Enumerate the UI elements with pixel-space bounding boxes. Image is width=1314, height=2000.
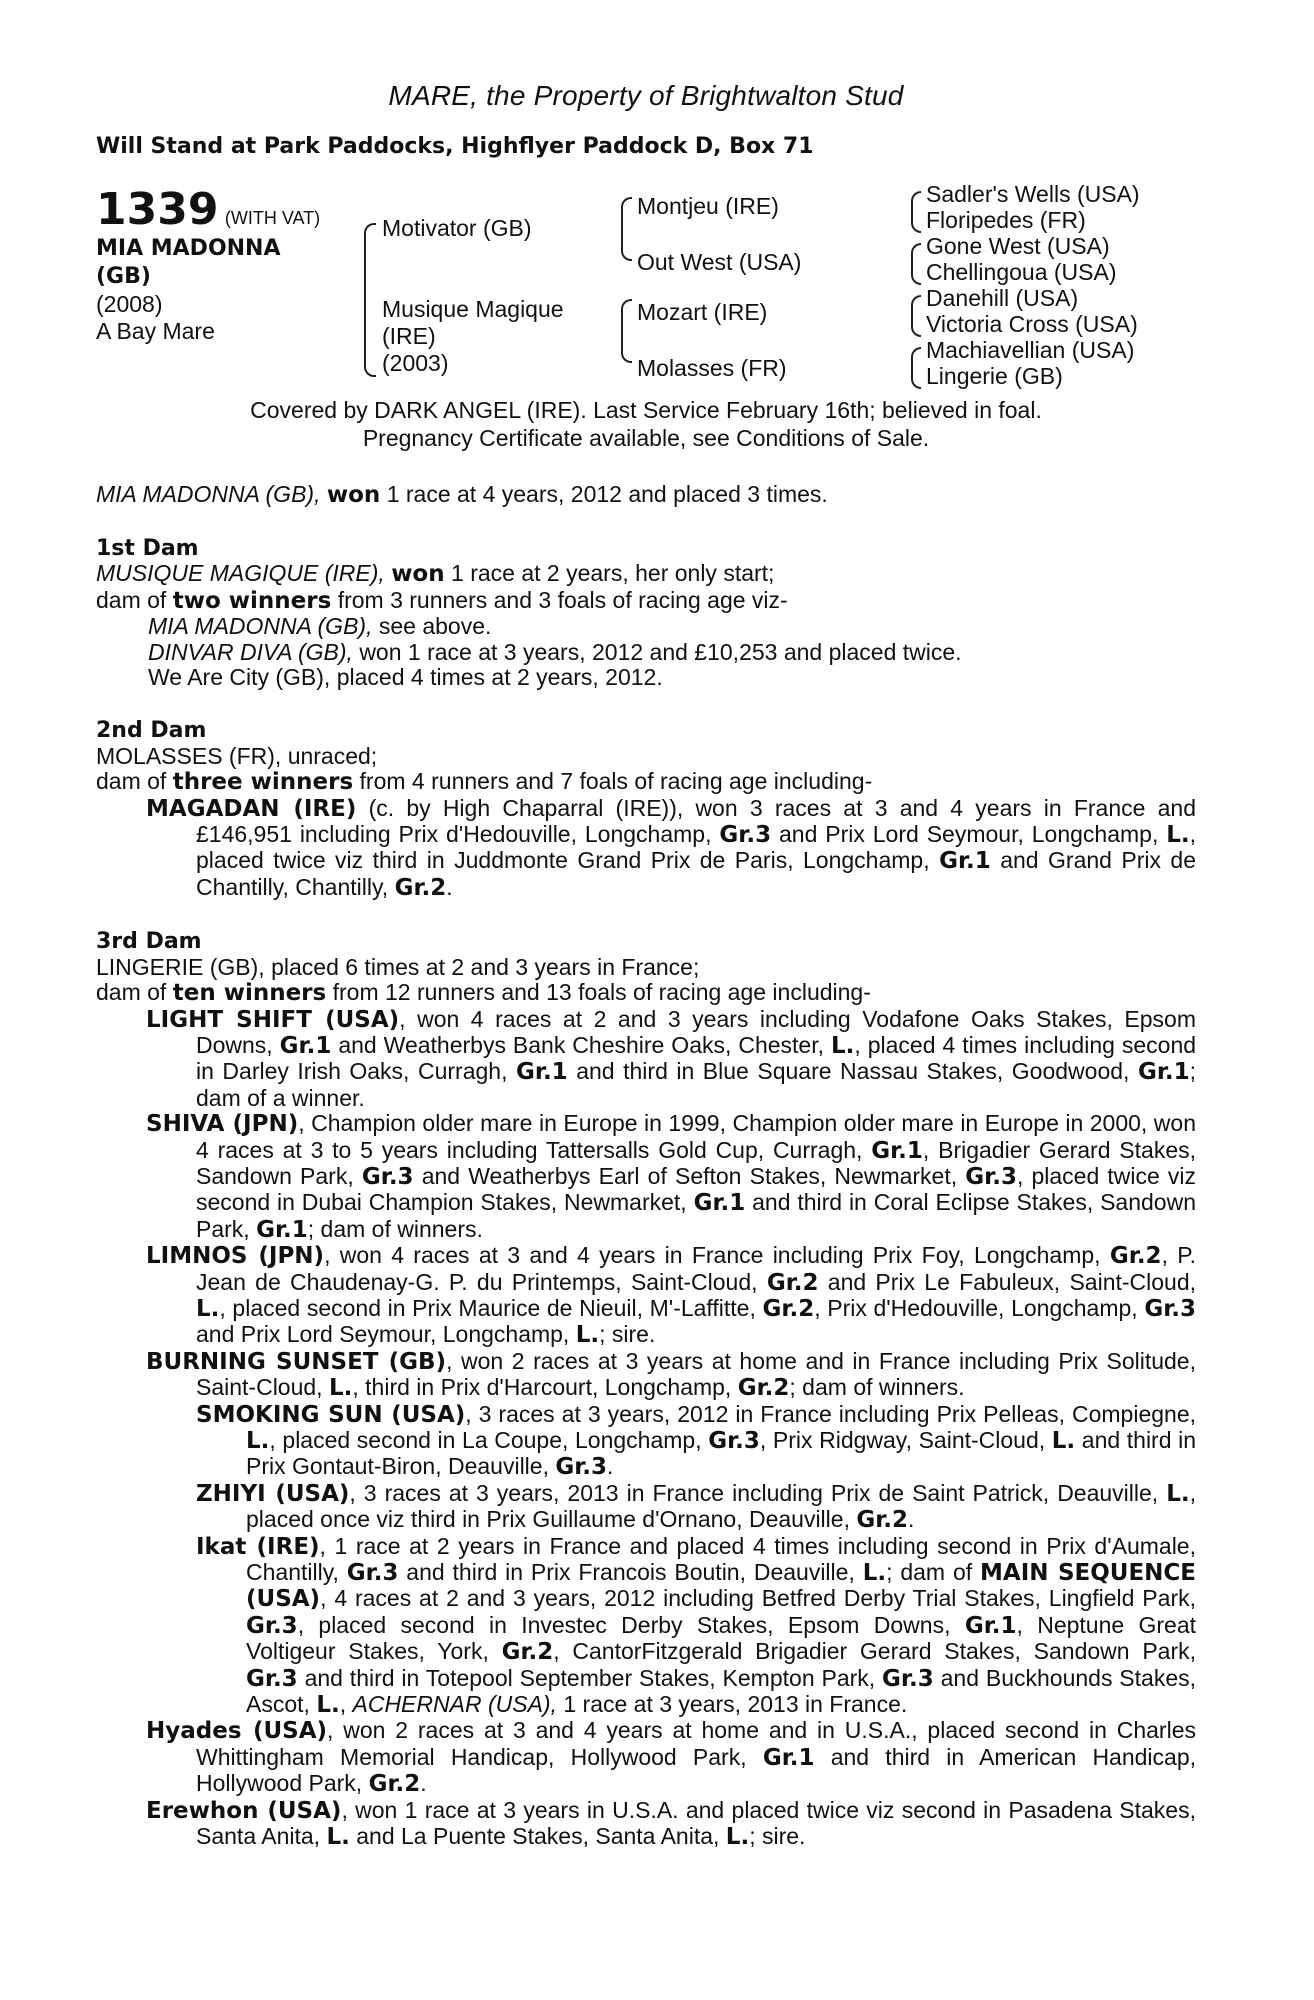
sire-dam: Out West (USA) — [637, 249, 802, 275]
dam-line: MUSIQUE MAGIQUE (IRE), won 1 race at 2 years, her only start; — [96, 560, 775, 588]
dam-year: (2003) — [382, 350, 449, 376]
produce-entry: ZHIYI (USA), 3 races at 3 years, 2013 in France including Prix de Saint Patrick, Deauville, L., placed once viz third in Prix Guillaume d'Ornano, Deauville, Gr.2. — [196, 1479, 1196, 1534]
sire: Motivator (GB) — [382, 215, 532, 241]
lot-info — [96, 184, 356, 345]
horse-description: A Bay Mare — [96, 318, 215, 344]
foaling-year: (2008) — [96, 291, 163, 317]
dam-produce-line: dam of two winners from 3 runners and 3 foals of racing age viz- — [96, 586, 788, 614]
produce-entry: MAGADAN (IRE) (c. by High Chaparral (IRE)), won 3 races at 3 and 4 years in France and £146,951 including Prix d'Hedouville, Longchamp, Gr.3 and Prix Lord Seymour, Longchamp, L., placed twice viz third in Juddmonte Grand Prix de Paris, Longchamp, Gr.1 and Grand Prix de Chantilly, Chantilly, Gr.2. — [146, 794, 1197, 901]
produce-entry: DINVAR DIVA (GB), won 1 race at 3 years, 2012 and £10,253 and placed twice. — [148, 638, 962, 665]
produce-entry: Ikat (IRE), 1 race at 2 years in France and placed 4 times including second in Prix d'Aumale, Chantilly, Gr.3 and third in Prix Francois Boutin, Deauville, L.; dam of MAIN SEQUENCE (USA), 4 races at 2 and 3 years, 2012 including Betfred Derby Trial Stakes, Lingfield Park, Gr.3, placed second in Investec Derby Stakes, Epsom Downs, Gr.1, Neptune Great Voltigeur Stakes, York, Gr.2, CantorFitzgerald Brigadier Gerard Stakes, Sandown Park, Gr.3 and third in Totepool September Stakes, Kempton Park, Gr.3 and Buckhounds Stakes, Ascot, L., ACHERNAR (USA), 1 race at 3 years, 2013 in France. — [196, 1532, 1197, 1719]
dam-line: MOLASSES (FR), unraced; — [96, 742, 378, 769]
pedigree-bracket — [911, 295, 921, 337]
dam-produce-line: dam of ten winners from 12 runners and 13 foals of racing age including- — [96, 979, 871, 1007]
pedigree-bracket — [911, 191, 921, 233]
produce-entry: SMOKING SUN (USA), 3 races at 3 years, 2012 in France including Prix Pelleas, Compiegne, L., placed second in La Coupe, Longchamp, Gr.3, Prix Ridgway, Saint-Cloud, L. and third in Prix Gontaut-Biron, Deauville, Gr.3. — [196, 1400, 1197, 1481]
horse-name: MIA MADONNA — [96, 236, 281, 261]
race-summary: MIA MADONNA (GB), won 1 race at 4 years, 2012 and placed 3 times. — [96, 481, 828, 508]
stand-location: Will Stand at Park Paddocks, Highflyer Paddock D, Box 71 — [96, 134, 814, 159]
first-dam-section — [96, 536, 1196, 690]
great-granddam: Floripedes (FR) — [926, 207, 1086, 233]
section-heading: 3rd Dam — [96, 929, 202, 955]
second-dam-section — [96, 718, 1196, 901]
dam-line: LINGERIE (GB), placed 6 times at 2 and 3 years in France; — [96, 953, 700, 980]
pedigree-bracket — [911, 243, 921, 285]
lot-number: 1339 — [96, 184, 219, 235]
horse-name-country: (GB) — [96, 264, 151, 289]
dam-sire: Mozart (IRE) — [637, 299, 768, 325]
section-heading: 2nd Dam — [96, 718, 207, 744]
covering-note: Covered by DARK ANGEL (IRE). Last Service February 16th; believed in foal. — [250, 397, 1042, 423]
third-dam-section — [96, 929, 1196, 1850]
pedigree-bracket — [364, 223, 376, 377]
section-heading: 1st Dam — [96, 536, 199, 561]
dam-dam: Molasses (FR) — [637, 355, 787, 381]
pedigree-bracket — [621, 197, 632, 261]
produce-entry: Hyades (USA), won 2 races at 3 and 4 years at home and in U.S.A., placed second in Charles Whittingham Memorial Handicap, Hollywood Park, Gr.1 and third in American Handicap, Hollywood Park, Gr.2. — [146, 1717, 1197, 1798]
produce-entry: LIGHT SHIFT (USA), won 4 races at 2 and 3 years including Vodafone Oaks Stakes, Epsom Downs, Gr.1 and Weatherbys Bank Cheshire Oaks, Chester, L., placed 4 times including second in Darley Irish Oaks, Curragh, Gr.1 and third in Blue Square Nassau Stakes, Goodwood, Gr.1; dam of a winner. — [146, 1005, 1197, 1111]
pregnancy-note: Pregnancy Certificate available, see Conditions of Sale. — [362, 425, 930, 451]
great-grandsire: Machiavellian (USA) — [926, 337, 1135, 363]
dam-name: Musique Magique — [382, 296, 564, 322]
produce-entry: BURNING SUNSET (GB), won 2 races at 3 years at home and in France including Prix Solitude, Saint-Cloud, L., third in Prix d'Harcourt, Longchamp, Gr.2; dam of winners. — [146, 1347, 1196, 1402]
sire-sire: Montjeu (IRE) — [637, 193, 779, 219]
great-granddam: Victoria Cross (USA) — [926, 311, 1138, 337]
dam-country: (IRE) — [382, 323, 436, 349]
pedigree-table — [96, 181, 1196, 395]
great-granddam: Lingerie (GB) — [926, 363, 1063, 389]
page-title: MARE, the Property of Brightwalton Stud — [388, 80, 904, 111]
catalogue-page — [96, 80, 1196, 1851]
great-granddam: Chellingoua (USA) — [926, 259, 1117, 285]
great-grandsire: Danehill (USA) — [926, 285, 1079, 311]
pedigree-bracket — [911, 347, 921, 389]
pedigree-bracket — [621, 299, 632, 363]
great-grandsire: Gone West (USA) — [926, 233, 1110, 259]
produce-entry: We Are City (GB), placed 4 times at 2 years, 2012. — [148, 664, 663, 691]
great-grandsire: Sadler's Wells (USA) — [926, 181, 1140, 207]
produce-entry: LIMNOS (JPN), won 4 races at 3 and 4 years in France including Prix Foy, Longchamp, Gr.2, P. Jean de Chaudenay-G. P. du Printemps, Saint-Cloud, Gr.2 and Prix Le Fabuleux, Saint-Cloud, L., placed second in Prix Maurice de Nieuil, M'-Laffitte, Gr.2, Prix d'Hedouville, Longchamp, Gr.3 and Prix Lord Seymour, Longchamp, L.; sire. — [146, 1242, 1197, 1349]
vat-note: (WITH VAT) — [224, 208, 321, 228]
produce-entry: SHIVA (JPN), Champion older mare in Europe in 1999, Champion older mare in Europe in 2000, won 4 races at 3 to 5 years including Tattersalls Gold Cup, Curragh, Gr.1, Brigadier Gerard Stakes, Sandown Park, Gr.3 and Weatherbys Earl of Sefton Stakes, Newmarket, Gr.3, placed twice viz second in Dubai Champion Stakes, Newmarket, Gr.1 and third in Coral Eclipse Stakes, Sandown Park, Gr.1; dam of winners. — [146, 1110, 1197, 1243]
dam-produce-line: dam of three winners from 4 runners and 7 foals of racing age including- — [96, 768, 873, 796]
produce-entry: Erewhon (USA), won 1 race at 3 years in U.S.A. and placed twice viz second in Pasadena Stakes, Santa Anita, L. and La Puente Stakes, Santa Anita, L.; sire. — [146, 1796, 1196, 1851]
produce-entry: MIA MADONNA (GB), see above. — [148, 613, 492, 640]
